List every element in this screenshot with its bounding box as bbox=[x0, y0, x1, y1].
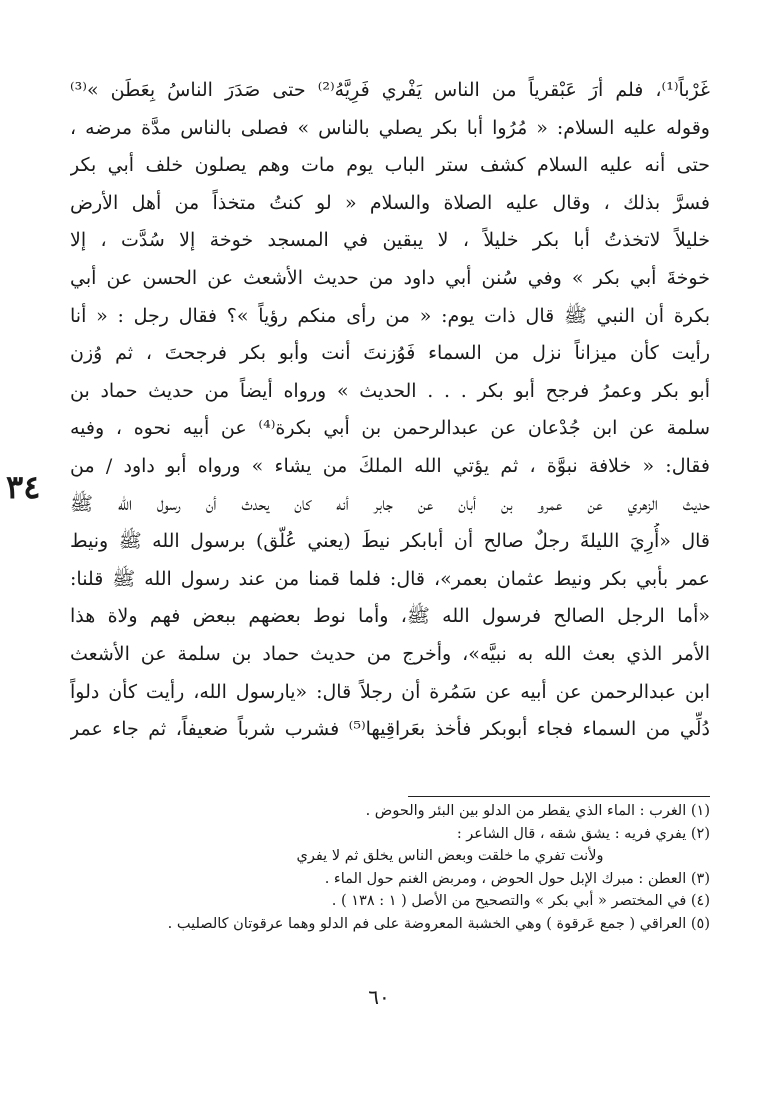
text-line: ابن عبدالرحمن عن أبيه عن سَمُرة أن رجلاً قال: «يارسول الله، رأيت كأن دلواً bbox=[70, 680, 710, 703]
text-line: دُلِّي من السماء فجاء أبوبكر فأخذ بعَراقِيها⁽⁵⁾ فشرب شرباً ضعيفاً، ثم جاء عمر bbox=[70, 718, 710, 741]
text-line: قال «أُرِيَ الليلةَ رجلٌ صالح أن أبابكر نيطَ (يعني عُلّق) برسول الله ﷺ ونيط bbox=[70, 530, 710, 553]
text-line: غَرْباً⁽¹⁾، فلم أرَ عَبْقرياً من الناس يَفْري فَرِيَّهُ⁽²⁾ حتى صَدَرَ الناسُ بِعَطَن »⁽³⁾ bbox=[70, 79, 710, 101]
text-line: رأيت كأن ميزاناً نزل من السماء فَوُزنتَ أنت وأبو بكر فرجحتَ ، ثم وُزن bbox=[70, 342, 710, 365]
text-line: «أما الرجل الصالح فرسول الله ﷺ، وأما نوط بعضهم ببعض فهم ولاة هذا bbox=[70, 605, 710, 628]
text-line: فسرَّ بذلك ، وقال عليه الصلاة والسلام « لو كنتُ متخذاً من أهل الأرض bbox=[70, 191, 710, 214]
footnotes bbox=[150, 800, 710, 935]
text-line: فقال: « خلافة نبوَّة ، ثم يؤتي الله الملكَ من يشاء » ورواه أبو داود / من bbox=[70, 454, 710, 477]
footnote: (٥) العراقي ( جمع عَرقوة ) وهي الخشبة المعروضة على فم الدلو وهما عرقوتان كالصليب . bbox=[167, 915, 710, 932]
main-text bbox=[70, 72, 710, 749]
footnote-verse: ولأنت تفري ما خلقت وبعض الناس يخلق ثم لا يفري bbox=[296, 848, 604, 864]
footnote: (٢) يفري فريه : يشق شقه ، قال الشاعر : bbox=[456, 825, 710, 842]
footnote: (١) الغرب : الماء الذي يقطر من الدلو بين البئر والحوض . bbox=[365, 803, 710, 819]
margin-section-number: ٣٤ bbox=[6, 468, 41, 506]
text-line: وقوله عليه السلام: « مُرُوا أبا بكر يصلي بالناس » فصلى بالناس مدَّة مرضه ، bbox=[70, 116, 710, 139]
text-line: بكرة أن النبي ﷺ قال ذات يوم: « من رأى منكم رؤياً »؟ فقال رجل : « أنا bbox=[70, 304, 710, 327]
text-line: حتى أنه عليه السلام كشف ستر الباب يوم مات وهم يصلون خلف أبي بكر bbox=[70, 154, 710, 177]
footnote: (٣) العطن : مبرك الإبل حول الحوض ، ومربض الغنم حول الماء . bbox=[324, 870, 710, 887]
text-line: أبو بكر وعمرُ فرجح أبو بكر . . . الحديث » ورواه أيضاً من حديث حماد بن bbox=[70, 379, 710, 402]
text-line: خليلاً لاتخذتُ أبا بكر خليلاً ، لا يبقين في المسجد خوخة إلا سُدَّت ، إلا bbox=[70, 229, 710, 252]
text-line: عمر بأبي بكر ونيط عثمان بعمر»، قال: فلما قمنا من عند رسول الله ﷺ قلنا: bbox=[70, 567, 710, 590]
footnote-divider bbox=[408, 796, 710, 797]
page-number: ٦٠ bbox=[368, 985, 390, 1009]
text-line: الأمر الذي بعث الله به نبيَّه»، وأخرج من حديث حماد بن سلمة عن الأشعث bbox=[70, 642, 710, 665]
text-line: حديث الزهري عن عمرو بن أبان عن جابر أنه كان يحدث أن رسول الله ﷺ bbox=[70, 492, 710, 515]
footnote: (٤) في المختصر « أبي بكر » والتصحيح من الأصل ( ١ : ١٣٨ ) . bbox=[331, 893, 710, 909]
text-line: خوخةَ أبي بكر » وفي سُنن أبي داود من حديث الأشعث عن الحسن عن أبي bbox=[70, 266, 710, 289]
text-line: سلمة عن ابن جُدْعان عن عبدالرحمن بن أبي بكرة⁽⁴⁾ عن أبيه نحوه ، وفيه bbox=[70, 417, 710, 440]
